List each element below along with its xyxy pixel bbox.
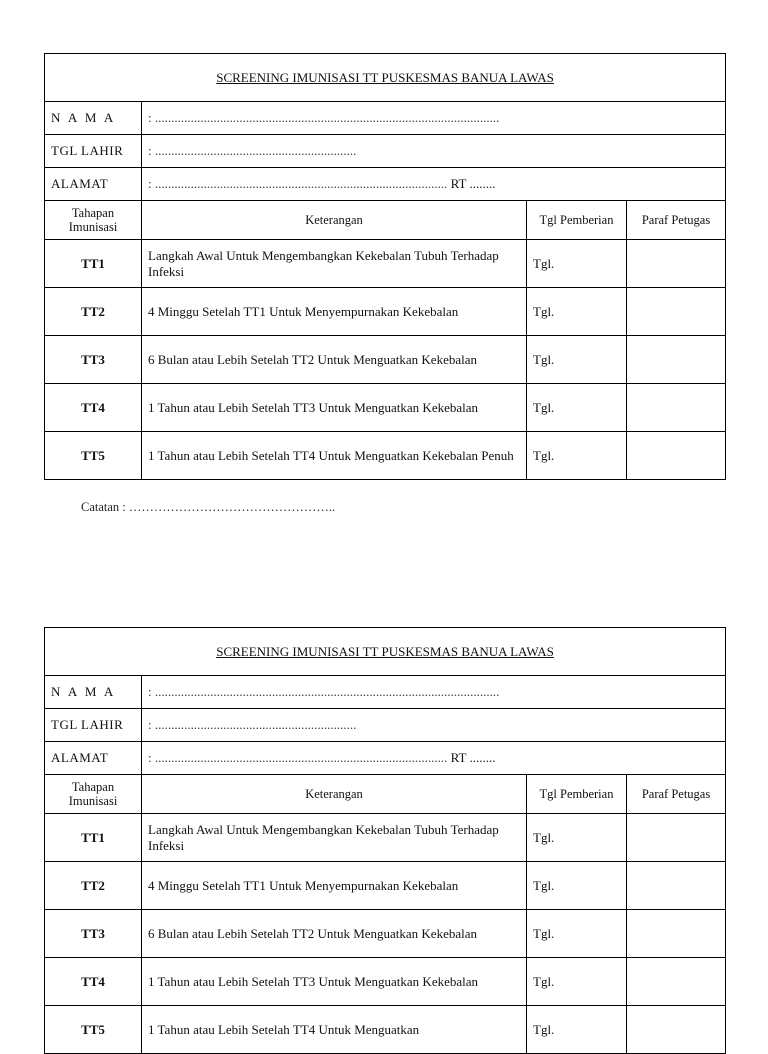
stage-label: TT1 [45,814,142,862]
tgl-lahir-label: TGL LAHIR [45,709,142,742]
stage-description: 1 Tahun atau Lebih Setelah TT4 Untuk Menguatkan Kekebalan Penuh [142,432,527,480]
tgl-pemberian-cell[interactable]: Tgl. [527,240,627,288]
tgl-lahir-field[interactable]: : .............................................................. [142,135,726,168]
paraf-petugas-cell[interactable] [627,1006,726,1054]
stage-label: TT2 [45,288,142,336]
table-row [45,958,726,1006]
paraf-petugas-cell[interactable] [627,384,726,432]
header-tahapan: Tahapan Imunisasi [45,775,142,814]
header-paraf-petugas: Paraf Petugas [627,775,726,814]
table-row [45,910,726,958]
stage-label: TT3 [45,910,142,958]
header-keterangan: Keterangan [142,775,527,814]
form-title: SCREENING IMUNISASI TT PUSKESMAS BANUA LAWAS [45,54,726,102]
table-row [45,384,726,432]
stage-description: 6 Bulan atau Lebih Setelah TT2 Untuk Menguatkan Kekebalan [142,910,527,958]
stage-label: TT5 [45,1006,142,1054]
header-tahapan: Tahapan Imunisasi [45,201,142,240]
rt-label: RT ........ [450,176,496,191]
paraf-petugas-cell[interactable] [627,240,726,288]
nama-field[interactable]: : .......................................................................................................... [142,676,726,709]
paraf-petugas-cell[interactable] [627,814,726,862]
tgl-lahir-label: TGL LAHIR [45,135,142,168]
table-row [45,862,726,910]
paraf-petugas-cell[interactable] [627,336,726,384]
alamat-fill: : .......................................................................................... [148,176,451,191]
stage-description: 1 Tahun atau Lebih Setelah TT4 Untuk Menguatkan [142,1006,527,1054]
header-paraf-petugas: Paraf Petugas [627,201,726,240]
stage-description: 4 Minggu Setelah TT1 Untuk Menyempurnakan Kekebalan [142,862,527,910]
screening-form-1 [44,53,725,480]
tgl-pemberian-cell[interactable]: Tgl. [527,910,627,958]
stage-label: TT4 [45,384,142,432]
alamat-field[interactable] [142,168,726,201]
header-tgl-pemberian: Tgl Pemberian [527,201,627,240]
stage-label: TT2 [45,862,142,910]
paraf-petugas-cell[interactable] [627,862,726,910]
table-row [45,288,726,336]
table-row [45,1006,726,1054]
tgl-pemberian-cell[interactable]: Tgl. [527,288,627,336]
nama-label: N A M A [45,676,142,709]
stage-label: TT1 [45,240,142,288]
nama-field[interactable]: : .......................................................................................................... [142,102,726,135]
header-keterangan: Keterangan [142,201,527,240]
tgl-pemberian-cell[interactable]: Tgl. [527,432,627,480]
paraf-petugas-cell[interactable] [627,432,726,480]
stage-description: Langkah Awal Untuk Mengembangkan Kekebalan Tubuh Terhadap Infeksi [142,814,527,862]
paraf-petugas-cell[interactable] [627,288,726,336]
catatan-line[interactable]: Catatan : ………………………………………….. [81,500,336,514]
table-row [45,814,726,862]
form-title: SCREENING IMUNISASI TT PUSKESMAS BANUA LAWAS [45,628,726,676]
tgl-pemberian-cell[interactable]: Tgl. [527,1006,627,1054]
tgl-pemberian-cell[interactable]: Tgl. [527,958,627,1006]
nama-label: N A M A [45,102,142,135]
alamat-label: ALAMAT [45,742,142,775]
stage-description: 1 Tahun atau Lebih Setelah TT3 Untuk Menguatkan Kekebalan [142,384,527,432]
stage-description: Langkah Awal Untuk Mengembangkan Kekebalan Tubuh Terhadap Infeksi [142,240,527,288]
screening-table [44,53,726,480]
stage-description: 4 Minggu Setelah TT1 Untuk Menyempurnakan Kekebalan [142,288,527,336]
stage-description: 6 Bulan atau Lebih Setelah TT2 Untuk Menguatkan Kekebalan [142,336,527,384]
table-row [45,336,726,384]
paraf-petugas-cell[interactable] [627,958,726,1006]
header-tgl-pemberian: Tgl Pemberian [527,775,627,814]
tgl-lahir-field[interactable]: : .............................................................. [142,709,726,742]
paraf-petugas-cell[interactable] [627,910,726,958]
stage-label: TT5 [45,432,142,480]
tgl-pemberian-cell[interactable]: Tgl. [527,862,627,910]
stage-label: TT4 [45,958,142,1006]
alamat-field[interactable] [142,742,726,775]
table-row [45,240,726,288]
tgl-pemberian-cell[interactable]: Tgl. [527,336,627,384]
tgl-pemberian-cell[interactable]: Tgl. [527,814,627,862]
alamat-fill: : .......................................................................................... [148,750,451,765]
table-row [45,432,726,480]
screening-form-2 [44,627,725,1054]
rt-label: RT ........ [450,750,496,765]
stage-description: 1 Tahun atau Lebih Setelah TT3 Untuk Menguatkan Kekebalan [142,958,527,1006]
stage-label: TT3 [45,336,142,384]
tgl-pemberian-cell[interactable]: Tgl. [527,384,627,432]
alamat-label: ALAMAT [45,168,142,201]
screening-table [44,627,726,1054]
